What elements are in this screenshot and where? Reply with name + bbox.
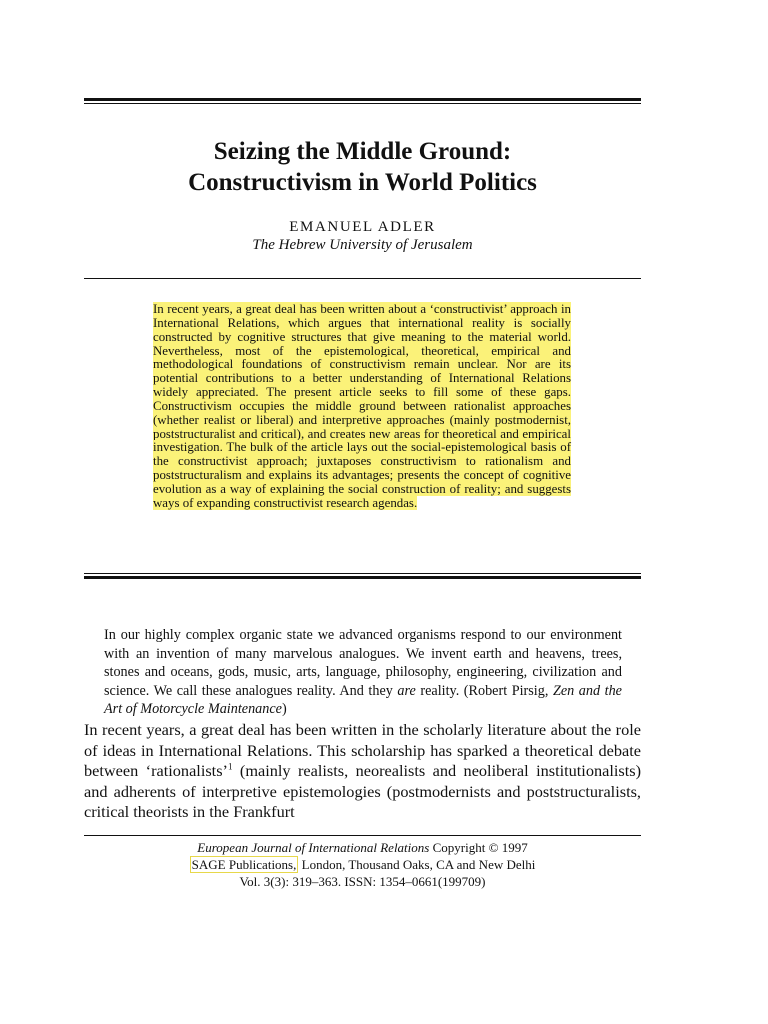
journal-footer — [84, 839, 641, 890]
footer-line-publisher — [84, 856, 641, 873]
epigraph-text-c: ) — [281, 701, 287, 718]
author-name: EMANUEL ADLER — [289, 219, 436, 235]
footnote-marker[interactable]: 1 — [227, 761, 233, 772]
abstract-rule-upper — [84, 573, 641, 574]
epigraph — [104, 626, 622, 719]
title-line-2: Constructivism in World Politics — [188, 169, 537, 196]
epigraph-emphasis: are — [397, 682, 416, 699]
copyright-text: Copyright © 1997 — [429, 840, 528, 855]
author-affiliation: The Hebrew University of Jerusalem — [252, 237, 473, 253]
abstract — [153, 303, 571, 511]
abstract-rule-lower — [84, 576, 641, 579]
publisher-link[interactable]: SAGE Publications, — [191, 857, 297, 872]
journal-name: European Journal of International Relations — [197, 840, 430, 855]
body-paragraph — [84, 720, 641, 823]
title-line-1: Seizing the Middle Ground: — [213, 138, 512, 165]
body-text-a: In recent years, a great deal has been written in the scholarly literature about the role of ideas in International Relations. This scholarship has sparked a theoretical debate between ‘rationalists’ — [84, 720, 641, 781]
top-rule-lower — [84, 103, 641, 104]
epigraph-text-b: reality. (Robert Pirsig, — [415, 682, 553, 699]
footer-volume: Vol. 3(3): 319–363. ISSN: 1354–0661(199709) — [239, 874, 486, 889]
epigraph-text-a: In our highly complex organic state we advanced organisms respond to our environment with an invention of many marvelous analogues. We invent earth and heavens, trees, stones and oceans, gods, music, arts, language, philosophy, engineering, civilization and science. We call these analogues reality. And they — [104, 627, 622, 699]
publisher-places: London, Thousand Oaks, CA and New Delhi — [298, 857, 536, 872]
header-divider — [84, 278, 641, 279]
abstract-text: In recent years, a great deal has been written about a ‘constructivist’ approach in International Relations, which argues that international reality is socially constructed by cognitive structures that give meaning to the material world. Nevertheless, most of the epistemological, theoretical, empirical and methodological foundations of constructivism remain unclear. Nor are its potential contributions to a better understanding of International Relations widely appreciated. The present article seeks to fill some of these gaps. Constructivism occupies the middle ground between rationalist approaches (whether realist or liberal) and interpretive approaches (mainly postmodernist, poststructuralist and critical), and creates new areas for theoretical and empirical investigation. The bulk of the article lays out the social-epistemological basis of the constructivist approach; juxtaposes constructivism to rationalism and poststructuralism and explains its advantages; presents the concept of cognitive evolution as a way of explaining the social construction of reality; and suggests ways of expanding constructivist research agendas. — [153, 302, 571, 510]
footer-rule — [84, 835, 641, 836]
body-text-b: (mainly realists, neorealists and neoliberal institutionalists) and adherents of interpretive epistemologies (postmodernists and poststructuralists, critical theorists in the Frankfurt — [84, 761, 642, 822]
epigraph-book-title: Zen and the Art of Motorcycle Maintenance — [104, 682, 622, 718]
top-rule-upper — [84, 98, 641, 101]
footer-line-journal — [84, 839, 641, 856]
